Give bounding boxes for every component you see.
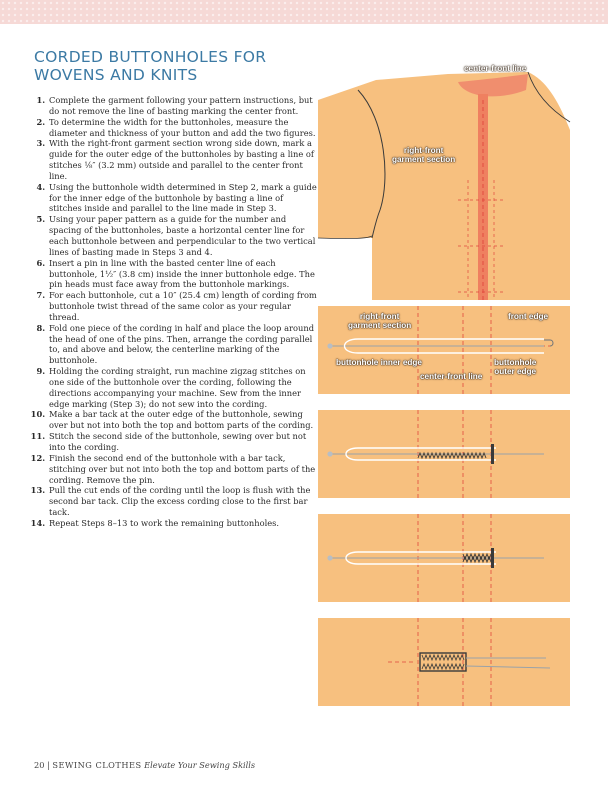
decorative-top-band [0,0,608,24]
footer-separator: | [47,760,50,770]
label-line: right-front [359,312,400,321]
stitch-first-side-diagram [318,410,570,498]
step-item: 10. Make a bar tack at the outer edge of the buttonhole, sewing over but not into both the top and bottom parts of the cording. [48,409,318,431]
footer-subtitle: Elevate Your Sewing Skills [144,760,256,770]
label-center-front-line: center-front line [464,64,527,73]
marking-diagram [318,306,570,394]
title-line-2: WOVENS AND KNITS [34,66,198,84]
step-item: 14. Repeat Steps 8–13 to work the remaining buttonholes. [48,518,318,529]
finished-drawing [318,618,570,706]
step-item: 1. Complete the garment following your pattern instructions, but do not remove the line of basting marking the center front. [48,95,318,117]
title-line-1: CORDED BUTTONHOLES FOR [34,48,267,66]
step-item: 11. Stitch the second side of the buttonhole, sewing over but not into the cording. [48,431,318,453]
step-item: 4. Using the buttonhole width determined in Step 2, mark a guide for the inner edge of the buttonhole by basting a line of stitches inside and parallel to the line made in Step 3. [48,182,318,215]
step-item: 7. For each buttonhole, cut a 10″ (25.4 cm) length of cording from buttonhole twist thread of the same color as your regular thread. [48,290,318,323]
stitch-second-side-diagram [318,514,570,602]
step-item: 13. Pull the cut ends of the cording until the loop is flush with the second bar tack. Clip the excess cording close to the first bar tack. [48,485,318,518]
step-item: 2. To determine the width for the buttonholes, measure the diameter and thickness of your button and add the two figures. [48,117,318,139]
label-right-front-section [392,146,455,164]
garment-drawing [318,60,570,300]
step-item: 8. Fold one piece of the cording in half and place the loop around the head of one of the pins. Then, arrange the cording parallel to, and above and below, the centerline marking of the buttonhole. [48,323,318,366]
page-footer [34,760,255,770]
label-right-front-section [348,312,411,330]
footer-section: SEWING CLOTHES [52,760,142,770]
page-number: 20 [34,760,45,770]
label-line: garment section [348,321,412,330]
label-line: garment section [392,155,456,164]
label-line: outer edge [494,367,537,376]
stitch-drawing [318,410,570,498]
step-item: 9. Holding the cording straight, run machine zigzag stitches on one side of the buttonhole over the cording, following the directions accompanying your machine. Sew from the inner edge marking (Step 3); do not sew into the cording. [48,366,318,409]
stitch-drawing [318,514,570,602]
step-item: 3. With the right-front garment section wrong side down, mark a guide for the outer edge of the buttonholes by basting a line of stitches ⅛″ (3.2 mm) outside and parallel to the center front line. [48,138,318,181]
label-buttonhole-outer-edge [494,358,536,376]
step-item: 5. Using your paper pattern as a guide for the number and spacing of the buttonholes, baste a horizontal center line for each buttonhole between and perpendicular to the two vertical lines of basting made in Steps 3 and 4. [48,214,318,257]
label-center-front-line: center-front line [420,372,483,381]
label-line: buttonhole [494,358,537,367]
section-title [34,48,304,84]
label-line: right-front [403,146,444,155]
garment-illustration [318,60,570,300]
step-item: 12. Finish the second end of the buttonhole with a bar tack, stitching over but not into both the top and bottom parts of the cording. Remove the pin. [48,453,318,486]
label-front-edge: front edge [508,312,549,321]
label-buttonhole-inner-edge: buttonhole inner edge [336,358,422,367]
step-item: 6. Insert a pin in line with the basted center line of each buttonhole, 1½″ (3.8 cm) inside the inner buttonhole edge. The pin heads must face away from the buttonhole markings. [48,258,318,291]
finished-buttonhole-diagram [318,618,570,706]
instruction-steps-list [34,95,318,529]
